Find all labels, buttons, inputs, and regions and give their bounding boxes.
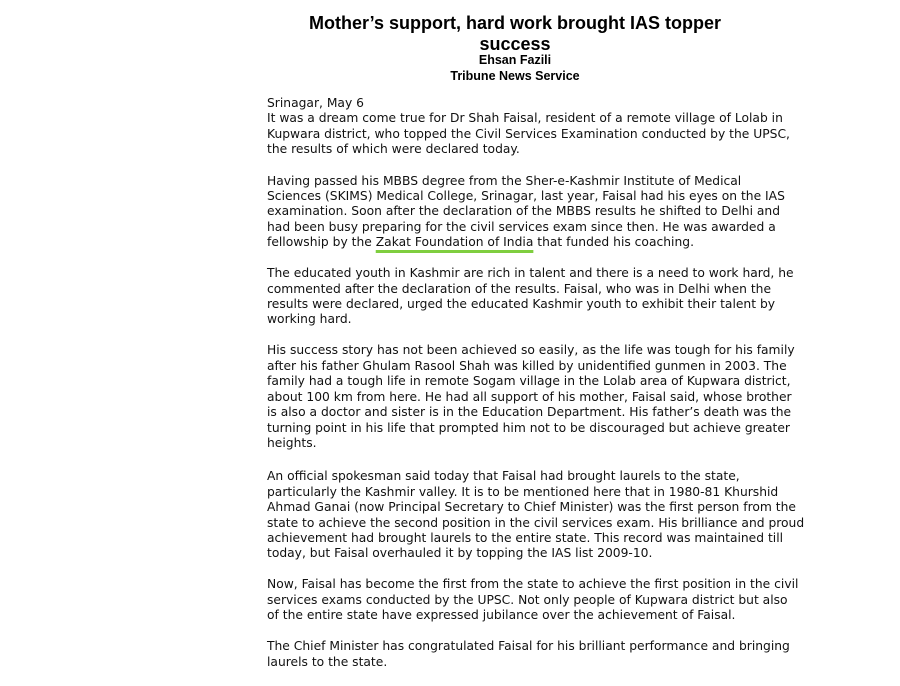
paragraph-intro (267, 96, 790, 158)
paragraph-line: results were declared, urged the educated Kashmir youth to exhibit their talent by (267, 297, 776, 312)
text-fragment: that funded his coaching. (533, 235, 694, 250)
paragraph-3 (267, 266, 794, 328)
paragraph-line: today, but Faisal overhauled it by topping the IAS list 2009-10. (267, 546, 653, 561)
paragraph-line: commented after the declaration of the results. Faisal, who was in Delhi when the (267, 281, 772, 296)
article-body (267, 96, 805, 686)
agency-byline: Tribune News Service (450, 69, 580, 83)
paragraph-line: state to achieve the second position in the civil services exam. His brilliance and proud (267, 515, 805, 530)
paragraph-line: about 100 km from here. He had all support of his mother, Faisal said, whose brother (267, 389, 792, 404)
author-byline: Ehsan Fazili (478, 53, 552, 67)
paragraph-line: The Chief Minister has congratulated Faisal for his brilliant performance and bringing (267, 639, 790, 654)
paragraph-line: Now, Faisal has become the first from the state to achieve the first position in the civil (267, 577, 799, 592)
text-fragment: fellowship by the (267, 235, 376, 250)
paragraph-7 (267, 639, 790, 670)
paragraph-2 (267, 174, 787, 251)
paragraph-5 (267, 469, 805, 561)
paragraph-line: the results of which were declared today. (267, 142, 520, 157)
paragraph-line: services exams conducted by the UPSC. Not only people of Kupwara district but also (267, 592, 788, 607)
paragraph-line: heights. (267, 435, 317, 450)
paragraph-line: family had a tough life in remote Sogam village in the Lolab area of Kupwara district, (267, 374, 791, 389)
paragraph-line: Having passed his MBBS degree from the Sher-e-Kashmir Institute of Medical (267, 173, 742, 188)
paragraph-line: working hard. (267, 312, 352, 327)
dateline: Srinagar, May 6 (267, 96, 364, 110)
headline (287, 13, 743, 55)
paragraph-line: examination. Soon after the declaration of the MBBS results he shifted to Delhi and (267, 204, 781, 219)
paragraph-line: laurels to the state. (267, 654, 388, 669)
paragraph-line: of the entire state have expressed jubilance over the achievement of Faisal. (267, 608, 736, 623)
paragraph-line: achievement had brought laurels to the entire state. This record was maintained till (267, 530, 784, 545)
paragraph-4 (267, 343, 795, 451)
paragraph-line: had been busy preparing for the civil services exam since then. He was awarded a (267, 219, 776, 234)
paragraph-line: particularly the Kashmir valley. It is to be mentioned here that in 1980-81 Khurshid (267, 484, 779, 499)
paragraph-line: after his father Ghulam Rasool Shah was killed by unidentified gunmen in 2003. The (267, 358, 787, 373)
paragraph-line: It was a dream come true for Dr Shah Faisal, resident of a remote village of Lolab in (267, 111, 783, 126)
paragraph-line: is also a doctor and sister is in the Education Department. His father’s death was the (267, 405, 792, 420)
paragraph-line: Sciences (SKIMS) Medical College, Srinagar, last year, Faisal had his eyes on the IAS (267, 189, 785, 204)
headline-line: success (479, 34, 551, 54)
paragraph-line: An official spokesman said today that Faisal had brought laurels to the state, (267, 469, 740, 484)
paragraph-line: Kupwara district, who topped the Civil Services Examination conducted by the UPSC, (267, 126, 790, 141)
paragraph-line: Ahmad Ganai (now Principal Secretary to Chief Minister) was the first person from the (267, 500, 796, 515)
paragraph-line (267, 235, 787, 250)
paragraph-line: turning point in his life that prompted him not to be discouraged but achieve greater (267, 420, 790, 435)
headline-line: Mother’s support, hard work brought IAS topper (309, 13, 721, 33)
paragraph-line: The educated youth in Kashmir are rich in talent and there is a need to work hard, he (267, 266, 794, 281)
highlighted-organization: Zakat Foundation of India (375, 235, 534, 250)
paragraph-line: His success story has not been achieved so easily, as the life was tough for his family (267, 343, 795, 358)
paragraph-6 (267, 577, 799, 623)
